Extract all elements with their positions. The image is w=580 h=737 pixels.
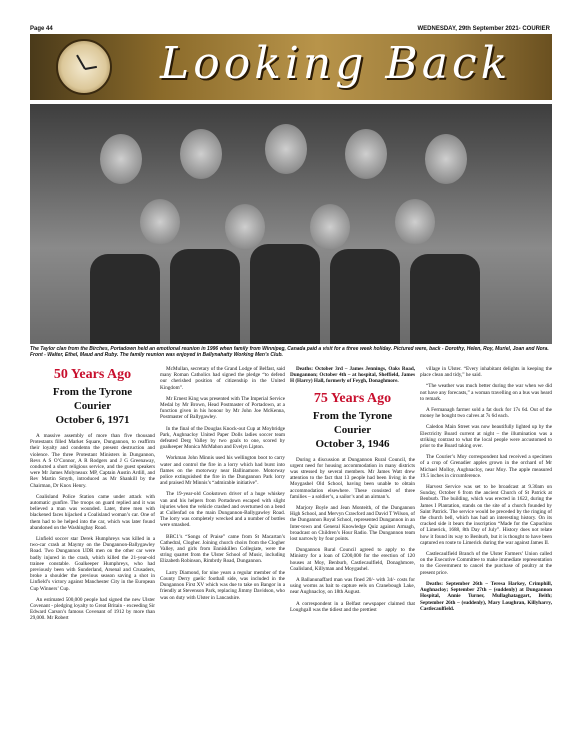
article-paragraph: Dungannon Rural Council agreed to apply to the Ministry for a loan of £200,000 for the erection of 120 houses at Moy, Benburb, Castlecaulfield, Donaghmore, Coalisland, Killyman and Moygashel. — [290, 547, 415, 572]
article-paragraph: A Fermanagh farmer sold a fat duck for 17s 6d. Out of the money he bought two calves at 7s 6d each. — [420, 407, 552, 420]
heading-50-years: 50 Years Ago — [53, 367, 132, 382]
column-3 — [290, 366, 415, 618]
date-50: October 6, 1971 — [55, 414, 130, 426]
article-paragraph: Larry Diamond, for nine years a regular member of the County Derry gaelic football side, was included in the Dungannon First XV which was due to take on Bangor in a friendly at Stevenson Park, replacing Jimmy Davidson, who was on duty with Ulster in Lancashire. — [160, 569, 285, 601]
photo-caption: The Taylor clan from the Birches, Portadown held an emotional reunion in 1996 when family from Winnipeg, Canada paid a visit for a three week holiday. Pictured were, back - Dorothy, Helen, Roy, Muriel, Joan and Nora. Front - Walter, Ethel, Maud and Ruby. The family reunion was enjoyed in Ballynahatty Working Men’s Club. — [30, 346, 549, 358]
article-paragraph: Harvest Service was set to be broadcast at 9.30am on Sunday, October 6 from the ancient Church of St Patrick at Benburb. The building, which was erected in 1622, during the James I Plantation, stands on the site of a church founded by Saint Patrick. The service would be preceded by the ringing of the church bell, which has had an interesting history. On its cracked side it bears the inscription “Made for the Capuchins of Limerick, 1688, 8th Day of July”. History does not relate how it found its way to Benburb, but it is thought to have been captured en route to Limerick during the war against James II. — [420, 484, 552, 546]
article-paragraph: A Ballanunaffard man was fined 20/- with 34/- costs for using worms as bait to capture eels on Cranebough Lake, near Aughnacloy, on 18th August. — [290, 577, 415, 596]
family-reunion-photo — [30, 104, 552, 344]
deaths-notice: Deaths: September 26th – Teresa Harkey, Crimphill, Aughnacloy; September 27th – (suddenly) at Dungannon Hospital, Annie Turner, Mullaghataggart, Beith; September 26th – (suddenly), Mary Loughran, Killyharry, Castlecaulfield. — [420, 580, 552, 612]
article-paragraph: Linfield soccer star Derek Humphreys was killed in a two-car crash at Maymy on the Dungannon-Ballygawley Road. Two Dungannon UDR men on the other car were badly injured in the crash, which killed the 21-year-old trainee constable. Goalkeeper Humphreys, who had previously been with Sunderland, Arsenal and Crusaders, broke a shoulder the previous season saving a shot in Linfield’s victory against Manchester City in the European Cup Winners’ Cup. — [30, 536, 155, 592]
article-paragraph: The 19-year-old Cookstown driver of a huge whiskey van and his helpers from Portadown escaped with slight injuries when the vehicle crashed and overturned on a bend at Cullenfad on the main Dungannon-Ballygawley Road. The lorry was completely wrecked and a number of bottles were smashed. — [160, 491, 285, 529]
page-number: Page 44 — [30, 26, 53, 32]
pocket-watch-icon — [56, 39, 112, 95]
source-75: From the Tyrone Courier — [312, 409, 393, 436]
date-75: October 3, 1946 — [315, 437, 390, 450]
article-paragraph: Marjory Boyle and Jean Monteith, of the Dungannon High School, and Mervyn Crawford and David T Wilson, of the Dungannon Royal School, represented Dungannon in an Inter-town and General Knowledge Quiz against Armagh, broadcast on Children’s Hour Radio. The Dungannon team lost narrowly by four points. — [290, 505, 415, 543]
heading-75-years: 75 Years Ago — [313, 390, 392, 406]
column-1 — [30, 366, 155, 627]
article-paragraph: A massive assembly of more than five thousand Protestants filled Market Square, Dungannon, to reaffirm their loyalty and condemn the present destruction and violence. The three Protestant Ministers in Dungannon, Revs A S O’Connor, A R Rodgers and J G Greenaway, conducted a short religious service, and the guest speakers were Mr James Molyneaux MP, Captain Austin Ardill, and Rev Martin Smyth, introduced as Mr Shankill by the Chairman, Dr Knox Henry. — [30, 433, 155, 489]
banner-title: Looking Back — [160, 38, 512, 89]
article-paragraph: An estimated 500,000 people had signed the new Ulster Covenant - pledging loyalty to Great Britain - exceeding Sir Edward Carson’s famous Covenant of 1912 by more than 29,000. Mr Robert — [30, 596, 155, 622]
article-paragraph: Mr Ernest King was presented with The Imperial Service Medal by Mr Brown, Head Postmaster of Portadown, at a function given in his honour by Mr John Joe McKenna, Postmaster of Ballygawley. — [160, 395, 285, 421]
article-paragraph: “The weather was much better during the war when we did not have any forecasts,” a woman travelling on a bus was heard to remark. — [420, 383, 552, 402]
column-2 — [160, 366, 285, 606]
article-paragraph: During a discussion at Dungannon Rural Council, the urgent need for housing accommodation in many districts was stressed by several members. Mr James Watt drew attention to the fact that 13 people had been living in the Moygashel Old School, having been unable to obtain accommodation elsewhere. These consisted of three families – a soldier’s, a sailor’s and an airman’s. — [290, 456, 415, 500]
article-paragraph: village in Ulster. “Every inhabitant delights in keeping the place clean and tidy,” he said. — [420, 366, 552, 379]
source-50: From the Tyrone Courier — [52, 386, 133, 412]
article-paragraph: Caledon Main Street was now beautifully lighted up by the Electricity Board current at night – the illumination was a striking contrast to what the local people were accustomed to prior to the Board taking over. — [420, 424, 552, 450]
article-paragraph: In the final of the Douglas Knock-out Cup at Moybridge Park, Aughnacloy United Paper Dolls ladies soccer team defeated Derg Valley by two goals to one, scored by goalkeeper Monica McMahon and Evelyn Lipton. — [160, 425, 285, 451]
page-header-bar — [30, 24, 550, 34]
article-paragraph: BBC1’s “Songs of Praise” came from St Macartan’s Cathedral, Clogher. Joining church choirs from the Clogher Valley, and girls from Enniskillen Collegiate, were the string quartet from the Ulster School of Music, including Elizabeth Robinson, Rimbrdy Road, Dungannon. — [160, 533, 285, 565]
article-paragraph: A correspondent in a Belfast newspaper claimed that Loughgall was the tidiest and the prettiest — [290, 600, 415, 613]
page-dateline: WEDNESDAY, 29th September 2021- COURIER — [417, 26, 550, 32]
article-paragraph: The Courier’s Moy correspondent had received a specimen of a crop of Grenadier apples grown in the orchard of Mr Michael Molloy, Aughnacloy, near Moy. The apple measured 19.5 inches in circumference. — [420, 454, 552, 479]
article-paragraph: McMullan, secretary of the Grand Lodge of Belfast, said many Roman Catholics had signed the pledge “to defend our cherished position of citizenship in the United Kingdom”. — [160, 366, 285, 391]
article-paragraph: Coalisland Police Station came under attack with automatic gunfire. The troops on guard replied and it was believed a man was wounded. Later, three men with blackened faces hijacked a Coalisland woman’s car. One of them had to be helped into the car, which was later found abandoned on the Washingbay Road. — [30, 493, 155, 531]
looking-back-banner — [30, 34, 552, 100]
column-4 — [420, 366, 552, 617]
article-paragraph: Castlecaulfield Branch of the Ulster Farmers’ Union called on the Executive Committee to make immediate representation to the Government to cancel the purchase of poultry at the present price. — [420, 551, 552, 576]
article-paragraph: Workman John Minnis used his wellington boot to carry water and control the fire in a lorry which had burst into flames on the motorway near Ballinamore. Motorway police extinguished the fire in the Dungannon Park lorry and praised Mr Minnis’s “admirable initiative”. — [160, 455, 285, 487]
deaths-notice: Deaths: October 3rd – James Jennings, Oaks Road, Dungannon; October 4th – at hospital, Sheffield, James H (Harry) Hall, formerly of Feygh, Donaghmore. — [290, 366, 415, 385]
